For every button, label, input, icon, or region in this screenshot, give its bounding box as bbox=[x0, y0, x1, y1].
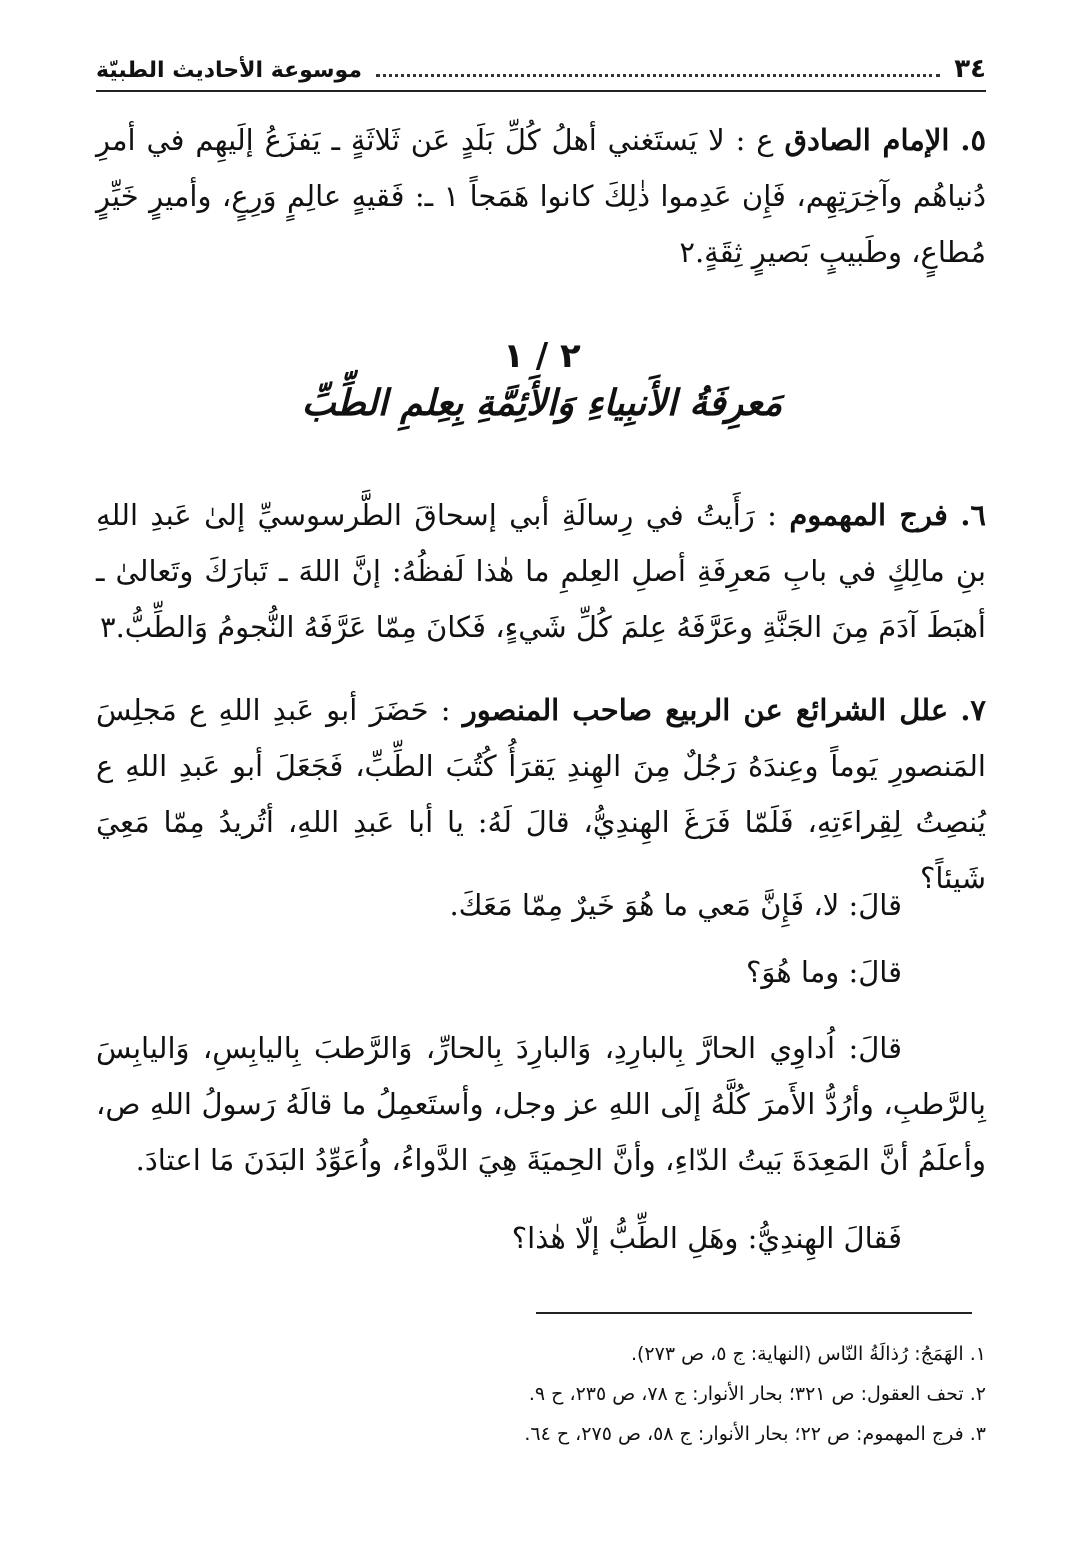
footnote-rule bbox=[536, 1312, 972, 1314]
page-number: ٣٤ bbox=[954, 54, 986, 84]
dialogue-line: قالَ: وما هُوَ؟ bbox=[745, 955, 902, 989]
book-title: موسوعة الأحاديث الطبيّة bbox=[96, 58, 362, 83]
hadith-number: ٧. bbox=[960, 693, 986, 727]
section-title: مَعرِفَةُ الأَنبِياءِ وَالأَئِمَّةِ بِعِلمِ الطِّبِّ bbox=[301, 382, 783, 424]
section-number: ٢ / ١ bbox=[503, 336, 581, 376]
dialogue-line: قالَ: لا، فَإِنَّ مَعي ما هُوَ خَيرٌ مِمّا مَعَكَ. bbox=[449, 888, 902, 922]
hadith-source: فرج المهموم bbox=[789, 498, 948, 532]
footnote: ١. الهَمَجُ: رُذالَةُ النّاس (النهاية: ج ٥، ص ٢٧٣). bbox=[630, 1343, 986, 1365]
header-rule bbox=[96, 90, 986, 92]
hadith-text: : رَأَيتُ في رِسالَةِ أبي إسحاقَ الطَّرسوسيِّ إلىٰ عَبدِ اللهِ بنِ مالِكٍ في بابِ مَعرِفَةِ أصلِ العِلمِ ما هٰذا لَفظُهُ: إنَّ اللهَ ـ تَبارَكَ وتَعالىٰ ـ أهبَطَ آدَمَ مِنَ الجَنَّةِ وعَرَّفَهُ عِلمَ كُلِّ شَيءٍ، فَكانَ مِمّا عَرَّفَهُ النُّجومُ وَالطِّبُّ.٣ bbox=[96, 498, 986, 644]
hadith-6 bbox=[96, 487, 986, 655]
hadith-number: ٦. bbox=[960, 498, 986, 532]
hadith-text: ع : لا يَستَغني أهلُ كُلِّ بَلَدٍ عَن ثَلاثَةٍ ـ يَفزَعُ إلَيهِم في أمرِ دُنياهُم وآخِرَتِهِم، فَإِن عَدِموا ذٰلِكَ كانوا هَمَجاً ١ ـ: فَقيهٍ عالِمٍ وَرِعٍ، وأميرٍ خَيِّرٍ مُطاعٍ، وطَبيبٍ بَصيرٍ ثِقَةٍ.٢ bbox=[96, 123, 987, 269]
header-leader-dots bbox=[376, 74, 940, 77]
hadith-text: : حَضَرَ أبو عَبدِ اللهِ ع مَجلِسَ المَنصورِ يَوماً وعِندَهُ رَجُلٌ مِنَ الهِندِ يَقرَأُ كُتُبَ الطِّبِّ، فَجَعَلَ أبو عَبدِ اللهِ ع يُنصِتُ لِقِراءَتِهِ، فَلَمّا فَرَغَ الهِندِيُّ، قالَ لَهُ: يا أبا عَبدِ اللهِ، أتُريدُ مِمّا مَعِيَ شَيئاً؟ bbox=[96, 693, 986, 895]
dialogue-line: فَقالَ الهِندِيُّ: وهَلِ الطِّبُّ إلّا هٰذا؟ bbox=[511, 1221, 902, 1255]
hadith-source: علل الشرائع عن الربيع صاحب المنصور bbox=[462, 693, 949, 727]
hadith-number: ٥. bbox=[960, 123, 987, 157]
footnotes bbox=[96, 1334, 986, 1454]
hadith-source: الإمام الصادق bbox=[784, 123, 950, 157]
dialogue-line: قالَ: اُداوِي الحارَّ بِالبارِدِ، وَالبارِدَ بِالحارِّ، وَالرَّطبَ بِاليابِسِ، وَاليابِسَ بِالرَّطبِ، وأرُدُّ الأَمرَ كُلَّهُ إلَى اللهِ عز وجل، وأستَعمِلُ ما قالَهُ رَسولُ اللهِ ص، وأعلَمُ أنَّ المَعِدَةَ بَيتُ الدّاءِ، وأنَّ الحِميَةَ هِيَ الدَّواءُ، واُعَوِّدُ البَدَنَ مَا اعتادَ. bbox=[96, 1031, 986, 1177]
hadith-5 bbox=[96, 112, 986, 280]
footnote: ٢. تحف العقول: ص ٣٢١؛ بحار الأنوار: ج ٧٨، ص ٢٣٥، ح ٩. bbox=[528, 1383, 986, 1405]
running-header bbox=[96, 44, 986, 82]
hadith-7 bbox=[96, 682, 986, 906]
footnote: ٣. فرج المهموم: ص ٢٢؛ بحار الأنوار: ج ٥٨، ص ٢٧٥، ح ٦٤. bbox=[524, 1423, 986, 1445]
